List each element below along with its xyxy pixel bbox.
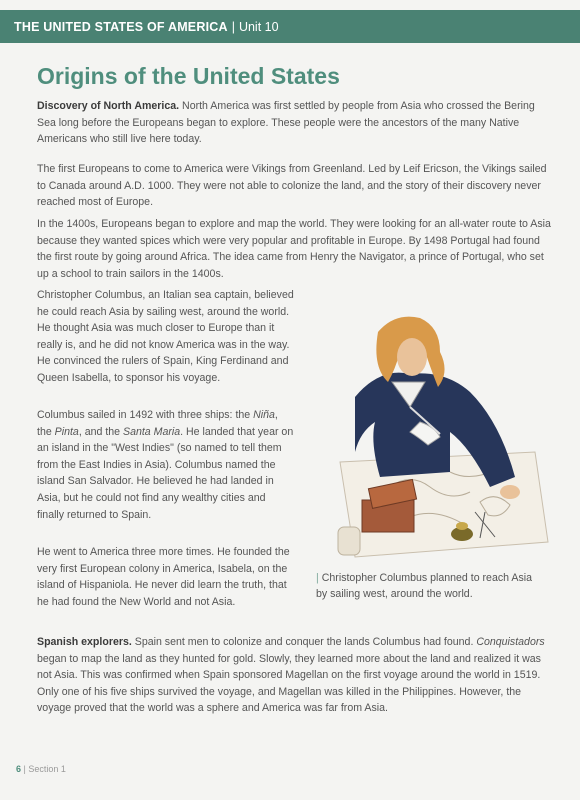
page-title: Origins of the United States xyxy=(37,63,340,89)
term-conquistadors: Conquistadors xyxy=(476,636,545,648)
paragraph-columbus: Christopher Columbus, an Italian sea captain, believed he could reach Asia by sailing west, around the world. He thought Asia was much closer to Europe than it really is, and he did not know America was in the way. He convinced the rulers of Spain, King Ferdinand and Queen Isabella, to sponsor his voyage. xyxy=(37,289,294,384)
text-fragment: . He landed that year on an island in the "West Indies" (so named to tell them from the East Indies in Asia). Columbus named the island San Salvador. He believed he had landed in Asia, but he could not find any wealthy cities and finally returned to Spain. xyxy=(37,425,294,521)
ship-name-nina: Niña xyxy=(253,409,275,421)
section-heading-spanish: Spanish explorers. xyxy=(37,636,132,648)
paragraph-discovery xyxy=(37,98,551,148)
caption-bar: | xyxy=(316,572,319,584)
book-title: THE UNITED STATES OF AMERICA xyxy=(14,19,228,34)
section-heading-discovery: Discovery of North America. xyxy=(37,100,180,112)
section-label: Section 1 xyxy=(28,764,66,774)
header-bar xyxy=(0,10,580,43)
ship-name-pinta: Pinta xyxy=(54,425,79,438)
paragraph-spanish-explorers xyxy=(37,634,551,717)
text-fragment: , and the xyxy=(78,425,124,438)
illustration-caption xyxy=(316,570,546,602)
header-separator: | xyxy=(231,19,235,34)
footer-separator: | xyxy=(23,764,26,774)
text-fragment: , the xyxy=(37,409,278,438)
paragraph-text: North America was first settled by people from Asia who crossed the Bering Sea long before the Europeans began to explore. These people were the ancestors of the many Native Americans who still live here today. xyxy=(37,100,535,146)
page-number: 6 xyxy=(16,764,22,774)
text-fragment: Columbus sailed in 1492 with three ships: the xyxy=(37,409,254,421)
paragraph-later-voyages: He went to America three more times. He founded the very first European colony in America, Isabela, on the island of Hispaniola. He never did learn the truth, that he had found the New World and not Asia. xyxy=(37,546,290,608)
ship-name-santa-maria: Santa Maria xyxy=(123,425,181,438)
paragraph-1400s: In the 1400s, Europeans began to explore and map the world. They were looking for an all-water route to Asia because they wanted spices which were very popular and profitable in Europe. By 1498 Portugal had found the first route by going around Africa. The idea came from Henry the Navigator, a prince of Portugal, who set up a school to train sailors in the 1400s. xyxy=(37,218,551,280)
text-fragment: Spain sent men to colonize and conquer the lands Columbus had found. xyxy=(134,636,477,648)
caption-text: Christopher Columbus planned to reach Asia by sailing west, around the world. xyxy=(316,572,532,600)
unit-label: Unit 10 xyxy=(238,19,279,34)
paragraph-voyage xyxy=(37,407,295,523)
columbus-drawing xyxy=(300,312,550,562)
columbus-illustration xyxy=(300,312,550,562)
text-fragment: began to map the land as they hunted for gold. Slowly, they learned more about the land and realized it was not Asia. This was confirmed when Spain sponsored Magellan on the first voyage around the world in 1519. Only one of his five ships survived the voyage, and Magellan was killed in the Philippines. However, the voyage proved that the world was a sphere and America was far from Asia. xyxy=(37,652,541,715)
paragraph-vikings: The first Europeans to come to America were Vikings from Greenland. Led by Leif Ericson, the Vikings sailed to Canada around A.D. 1000. They were not able to colonize the land, and the story of their discovery never reached most of Europe. xyxy=(37,163,547,209)
page-footer xyxy=(16,764,66,774)
